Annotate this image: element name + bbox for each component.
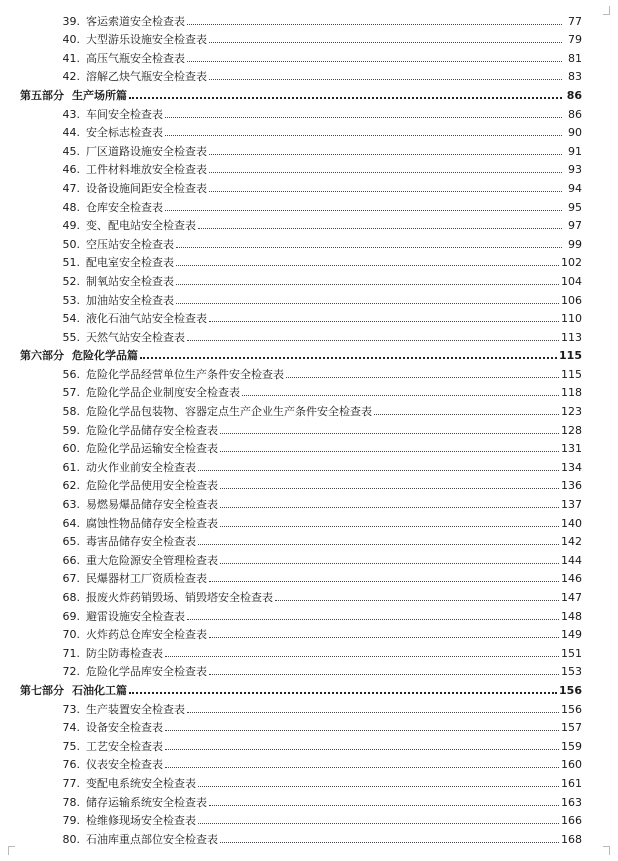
dot-leader bbox=[176, 264, 559, 266]
entry-number: 56. bbox=[62, 367, 80, 381]
toc-entry[interactable] bbox=[20, 567, 582, 586]
page-number: 148 bbox=[561, 609, 582, 623]
entry-title: 客运索道安全检查表 bbox=[86, 14, 185, 28]
toc-entry[interactable] bbox=[20, 604, 582, 623]
dot-leader bbox=[129, 691, 557, 694]
dot-leader bbox=[140, 356, 557, 359]
entry-title: 火炸药总仓库安全检查表 bbox=[86, 628, 207, 642]
page-number: 168 bbox=[561, 832, 582, 846]
toc-section-heading[interactable] bbox=[20, 83, 582, 102]
entry-title: 仪表安全检查表 bbox=[86, 758, 163, 772]
toc-entry[interactable] bbox=[20, 641, 582, 660]
section-label: 第六部分 bbox=[20, 349, 64, 363]
page-number: 79 bbox=[568, 33, 582, 47]
entry-title: 安全标志检查表 bbox=[86, 126, 163, 140]
entry-title: 制氧站安全检查表 bbox=[86, 274, 174, 288]
toc-entry[interactable] bbox=[20, 176, 582, 195]
toc-entry[interactable] bbox=[20, 474, 582, 493]
page-number: 149 bbox=[561, 628, 582, 642]
entry-number: 52. bbox=[62, 274, 80, 288]
dot-leader bbox=[209, 190, 562, 192]
dot-leader bbox=[165, 209, 562, 211]
toc-entry[interactable] bbox=[20, 65, 582, 84]
toc-entry[interactable] bbox=[20, 46, 582, 65]
entry-number: 62. bbox=[62, 479, 80, 493]
entry-title: 防尘防毒检查表 bbox=[86, 646, 163, 660]
entry-title: 工件材料堆放安全检查表 bbox=[86, 163, 207, 177]
page-number: 97 bbox=[568, 219, 582, 233]
entry-title: 重大危险源安全管理检查表 bbox=[86, 553, 218, 567]
entry-number: 48. bbox=[62, 200, 80, 214]
toc-entry[interactable] bbox=[20, 288, 582, 307]
page-number: 156 bbox=[559, 683, 582, 697]
entry-number: 42. bbox=[62, 70, 80, 84]
toc-entry[interactable] bbox=[20, 697, 582, 716]
entry-number: 79. bbox=[62, 814, 80, 828]
toc-entry[interactable] bbox=[20, 753, 582, 772]
dot-leader bbox=[187, 339, 559, 341]
page-number: 163 bbox=[561, 795, 582, 809]
page-number: 123 bbox=[561, 405, 582, 419]
toc-entry[interactable] bbox=[20, 381, 582, 400]
page-number: 146 bbox=[561, 572, 582, 586]
entry-number: 76. bbox=[62, 758, 80, 772]
dot-leader bbox=[209, 78, 562, 80]
entry-title: 加油站安全检查表 bbox=[86, 293, 174, 307]
entry-number: 41. bbox=[62, 51, 80, 65]
entry-number: 60. bbox=[62, 442, 80, 456]
toc-entry[interactable] bbox=[20, 716, 582, 735]
entry-title: 变配电系统安全检查表 bbox=[86, 776, 196, 790]
dot-leader bbox=[187, 60, 562, 62]
page-number: 81 bbox=[568, 51, 582, 65]
page-number: 151 bbox=[561, 646, 582, 660]
toc-entry[interactable] bbox=[20, 251, 582, 270]
page-number: 93 bbox=[568, 163, 582, 177]
toc-section-heading[interactable] bbox=[20, 678, 582, 697]
page-number: 118 bbox=[561, 386, 582, 400]
entry-title: 生产装置安全检查表 bbox=[86, 702, 185, 716]
toc-entry[interactable] bbox=[20, 195, 582, 214]
entry-number: 54. bbox=[62, 312, 80, 326]
section-title: 生产场所篇 bbox=[72, 88, 127, 102]
page-number: 77 bbox=[568, 14, 582, 28]
entry-title: 设备安全检查表 bbox=[86, 721, 163, 735]
dot-leader bbox=[209, 171, 562, 173]
entry-number: 78. bbox=[62, 795, 80, 809]
entry-number: 63. bbox=[62, 498, 80, 512]
page-number: 102 bbox=[561, 256, 582, 270]
entry-number: 50. bbox=[62, 237, 80, 251]
toc-entry[interactable] bbox=[20, 139, 582, 158]
dot-leader bbox=[209, 673, 559, 675]
toc-entry[interactable] bbox=[20, 307, 582, 326]
page-number: 91 bbox=[568, 144, 582, 158]
page-number: 153 bbox=[561, 665, 582, 679]
dot-leader bbox=[242, 394, 559, 396]
entry-number: 68. bbox=[62, 591, 80, 604]
dot-leader bbox=[209, 153, 562, 155]
entry-number: 46. bbox=[62, 163, 80, 177]
entry-title: 毒害品储存安全检查表 bbox=[86, 535, 196, 549]
page-number: 144 bbox=[561, 553, 582, 567]
dot-leader bbox=[220, 450, 559, 452]
page-number: 115 bbox=[559, 349, 582, 363]
entry-title: 储存运输系统安全检查表 bbox=[86, 795, 207, 809]
dot-leader bbox=[165, 655, 559, 657]
entry-title: 大型游乐设施安全检查表 bbox=[86, 33, 207, 47]
page-number: 134 bbox=[561, 460, 582, 474]
entry-number: 69. bbox=[62, 609, 80, 623]
toc-entry[interactable] bbox=[20, 771, 582, 790]
page-number: 86 bbox=[566, 88, 582, 102]
toc-entry[interactable] bbox=[20, 121, 582, 140]
dot-leader bbox=[198, 469, 559, 471]
entry-title: 检维修现场安全检查表 bbox=[86, 814, 196, 828]
page-number: 160 bbox=[561, 758, 582, 772]
dot-leader bbox=[220, 525, 559, 527]
entry-title: 危险化学品企业制度安全检查表 bbox=[86, 386, 240, 400]
dot-leader bbox=[209, 804, 559, 806]
dot-leader bbox=[275, 599, 559, 601]
entry-title: 危险化学品包装物、容器定点生产企业生产条件安全检查表 bbox=[86, 405, 372, 419]
entry-number: 80. bbox=[62, 832, 80, 846]
toc-entry[interactable] bbox=[20, 734, 582, 753]
dot-leader bbox=[209, 320, 559, 322]
dot-leader bbox=[220, 432, 559, 434]
entry-title: 危险化学品使用安全检查表 bbox=[86, 479, 218, 493]
entry-title: 民爆器材工厂资质检查表 bbox=[86, 572, 207, 586]
dot-leader bbox=[187, 711, 559, 713]
toc-entry[interactable] bbox=[20, 790, 582, 809]
dot-leader bbox=[129, 96, 562, 99]
toc-entry[interactable] bbox=[20, 28, 582, 47]
entry-number: 43. bbox=[62, 107, 80, 121]
entry-title: 厂区道路设施安全检查表 bbox=[86, 144, 207, 158]
entry-number: 59. bbox=[62, 423, 80, 437]
entry-number: 40. bbox=[62, 33, 80, 47]
entry-number: 53. bbox=[62, 293, 80, 307]
entry-number: 70. bbox=[62, 628, 80, 642]
dot-leader bbox=[209, 636, 559, 638]
entry-title: 液化石油气站安全检查表 bbox=[86, 312, 207, 326]
toc-entry[interactable] bbox=[20, 660, 582, 679]
entry-title: 危险化学品库安全检查表 bbox=[86, 665, 207, 679]
section-label: 第七部分 bbox=[20, 683, 64, 697]
entry-title: 石油库重点部位安全检查表 bbox=[86, 832, 218, 846]
toc-entry[interactable] bbox=[20, 455, 582, 474]
entry-number: 71. bbox=[62, 646, 80, 660]
page-number: 83 bbox=[568, 70, 582, 84]
entry-number: 72. bbox=[62, 665, 80, 679]
page-corner-mark bbox=[8, 846, 15, 855]
table-of-contents bbox=[20, 9, 582, 846]
entry-number: 47. bbox=[62, 181, 80, 195]
entry-number: 65. bbox=[62, 535, 80, 549]
entry-number: 75. bbox=[62, 739, 80, 753]
dot-leader bbox=[198, 543, 559, 545]
toc-entry[interactable] bbox=[20, 269, 582, 288]
dot-leader bbox=[220, 487, 559, 489]
dot-leader bbox=[209, 41, 562, 43]
page-number: 90 bbox=[568, 126, 582, 140]
dot-leader bbox=[176, 283, 559, 285]
page-number: 137 bbox=[561, 498, 582, 512]
entry-title: 设备设施间距安全检查表 bbox=[86, 181, 207, 195]
section-title: 危险化学品篇 bbox=[72, 349, 138, 363]
entry-title: 仓库安全检查表 bbox=[86, 200, 163, 214]
entry-number: 58. bbox=[62, 405, 80, 419]
toc-section-heading[interactable] bbox=[20, 344, 582, 363]
page-number: 159 bbox=[561, 739, 582, 753]
page-number: 99 bbox=[568, 237, 582, 251]
page-number: 104 bbox=[561, 274, 582, 288]
page-corner-mark bbox=[603, 846, 610, 855]
entry-number: 51. bbox=[62, 256, 80, 270]
dot-leader bbox=[176, 246, 562, 248]
toc-entry[interactable] bbox=[20, 511, 582, 530]
toc-entry[interactable] bbox=[20, 232, 582, 251]
entry-number: 73. bbox=[62, 702, 80, 716]
entry-title: 易燃易爆品储存安全检查表 bbox=[86, 498, 218, 512]
dot-leader bbox=[198, 227, 562, 229]
dot-leader bbox=[165, 748, 559, 750]
dot-leader bbox=[286, 376, 559, 378]
entry-title: 空压站安全检查表 bbox=[86, 237, 174, 251]
entry-title: 避雷设施安全检查表 bbox=[86, 609, 185, 623]
entry-title: 变、配电站安全检查表 bbox=[86, 219, 196, 233]
entry-title: 高压气瓶安全检查表 bbox=[86, 51, 185, 65]
entry-number: 74. bbox=[62, 721, 80, 735]
page-number: 106 bbox=[561, 293, 582, 307]
page-number: 110 bbox=[561, 312, 582, 326]
page-number: 94 bbox=[568, 181, 582, 195]
entry-number: 57. bbox=[62, 386, 80, 400]
toc-entry[interactable] bbox=[20, 530, 582, 549]
dot-leader bbox=[187, 618, 559, 620]
dot-leader bbox=[165, 729, 559, 731]
page-number: 142 bbox=[561, 535, 582, 549]
page-corner-mark bbox=[603, 6, 610, 15]
entry-number: 67. bbox=[62, 572, 80, 586]
page-number: 115 bbox=[561, 367, 582, 381]
toc-entry[interactable] bbox=[20, 548, 582, 567]
toc-entry[interactable] bbox=[20, 9, 582, 28]
page-number: 156 bbox=[561, 702, 582, 716]
toc-entry[interactable] bbox=[20, 399, 582, 418]
entry-number: 61. bbox=[62, 460, 80, 474]
dot-leader bbox=[220, 562, 559, 564]
dot-leader bbox=[198, 822, 559, 824]
toc-entry[interactable] bbox=[20, 325, 582, 344]
entry-number: 44. bbox=[62, 126, 80, 140]
dot-leader bbox=[165, 116, 562, 118]
page-number: 136 bbox=[561, 479, 582, 493]
toc-entry[interactable] bbox=[20, 623, 582, 642]
entry-title: 工艺安全检查表 bbox=[86, 739, 163, 753]
dot-leader bbox=[220, 841, 559, 843]
toc-entry[interactable] bbox=[20, 585, 582, 604]
entry-title: 动火作业前安全检查表 bbox=[86, 460, 196, 474]
dot-leader bbox=[209, 580, 559, 582]
page-number: 86 bbox=[568, 107, 582, 121]
entry-title: 车间安全检查表 bbox=[86, 107, 163, 121]
section-label: 第五部分 bbox=[20, 88, 64, 102]
entry-number: 77. bbox=[62, 776, 80, 790]
entry-number: 49. bbox=[62, 219, 80, 233]
page-number: 131 bbox=[561, 442, 582, 456]
dot-leader bbox=[198, 785, 559, 787]
page-number: 95 bbox=[568, 200, 582, 214]
entry-title: 危险化学品储存安全检查表 bbox=[86, 423, 218, 437]
page-number: 140 bbox=[561, 516, 582, 530]
page-number: 128 bbox=[561, 423, 582, 437]
entry-title: 溶解乙炔气瓶安全检查表 bbox=[86, 70, 207, 84]
dot-leader bbox=[176, 302, 559, 304]
entry-title: 危险化学品经营单位生产条件安全检查表 bbox=[86, 367, 284, 381]
toc-entry[interactable] bbox=[20, 418, 582, 437]
dot-leader bbox=[165, 134, 562, 136]
toc-entry[interactable] bbox=[20, 827, 582, 846]
page-number: 113 bbox=[561, 330, 582, 344]
page-number: 157 bbox=[561, 721, 582, 735]
toc-entry[interactable] bbox=[20, 809, 582, 828]
page-number: 166 bbox=[561, 814, 582, 828]
toc-entry[interactable] bbox=[20, 102, 582, 121]
toc-entry[interactable] bbox=[20, 492, 582, 511]
section-title: 石油化工篇 bbox=[72, 683, 127, 697]
entry-title: 天然气站安全检查表 bbox=[86, 330, 185, 344]
entry-title: 危险化学品运输安全检查表 bbox=[86, 442, 218, 456]
entry-number: 55. bbox=[62, 330, 80, 344]
toc-entry[interactable] bbox=[20, 437, 582, 456]
dot-leader bbox=[165, 766, 559, 768]
toc-entry[interactable] bbox=[20, 214, 582, 233]
dot-leader bbox=[374, 413, 559, 415]
dot-leader bbox=[220, 506, 559, 508]
entry-title: 报废火炸药销毁场、销毁塔安全检查表 bbox=[86, 591, 273, 604]
entry-number: 66. bbox=[62, 553, 80, 567]
entry-number: 39. bbox=[62, 14, 80, 28]
page-number: 161 bbox=[561, 776, 582, 790]
dot-leader bbox=[187, 23, 562, 25]
page-number: 147 bbox=[561, 591, 582, 604]
entry-number: 64. bbox=[62, 516, 80, 530]
toc-entry[interactable] bbox=[20, 158, 582, 177]
entry-number: 45. bbox=[62, 144, 80, 158]
toc-entry[interactable] bbox=[20, 362, 582, 381]
entry-title: 腐蚀性物品储存安全检查表 bbox=[86, 516, 218, 530]
entry-title: 配电室安全检查表 bbox=[86, 256, 174, 270]
